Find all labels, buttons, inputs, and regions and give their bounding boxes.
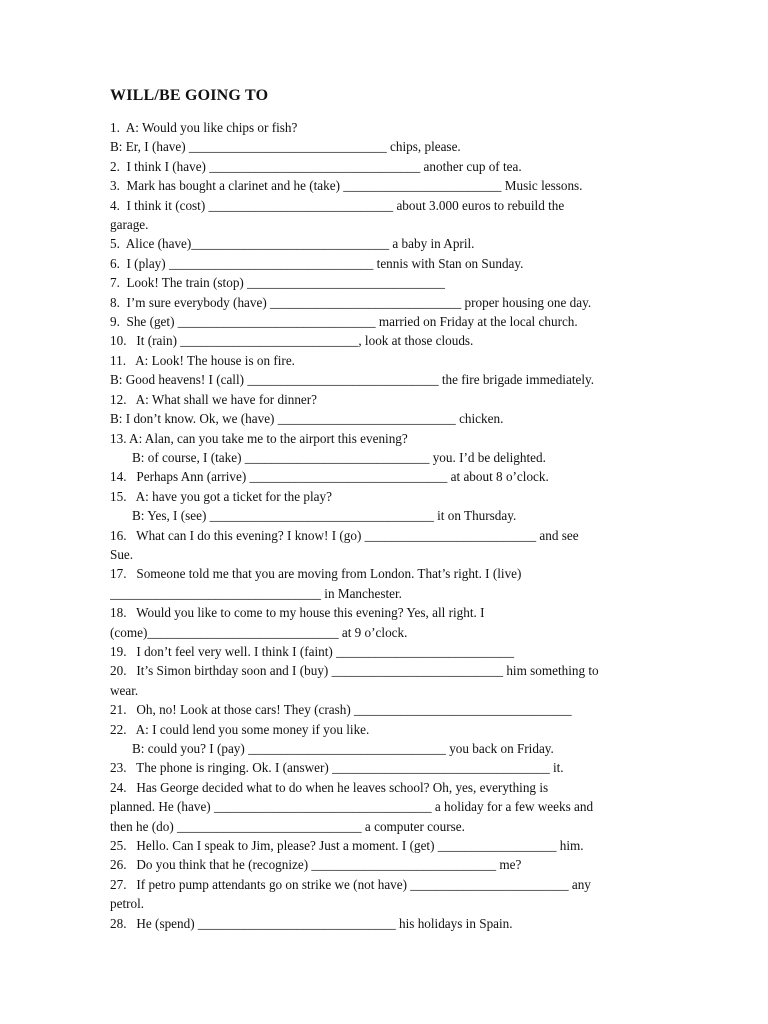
exercise-line: 20. It’s Simon birthday soon and I (buy) __________________________ him something to — [110, 663, 599, 679]
exercise-line: 24. Has George decided what to do when he leaves school? Oh, yes, everything is — [110, 779, 549, 795]
exercise-line: 21. Oh, no! Look at those cars! They (crash) _________________________________ — [110, 702, 572, 718]
exercise-line: 27. If petro pump attendants go on strike we (not have) ________________________ any — [110, 876, 591, 892]
exercise-line: 8. I’m sure everybody (have) _____________________________ proper housing one day. — [110, 294, 592, 310]
exercise-line: B: Er, I (have) ______________________________ chips, please. — [110, 139, 461, 155]
exercise-line: garage. — [110, 217, 149, 233]
exercise-line: 9. She (get) ______________________________ married on Friday at the local church. — [110, 314, 578, 330]
exercise-line: 1. A: Would you like chips or fish? — [110, 120, 298, 135]
exercise-line: B: could you? I (pay) ______________________________ you back on Friday. — [132, 741, 554, 756]
exercise-line: 7. Look! The train (stop) ______________________________ — [110, 275, 445, 291]
exercise-line: 12. A: What shall we have for dinner? — [110, 391, 318, 407]
exercise-line: 23. The phone is ringing. Ok. I (answer) _________________________________ it. — [110, 760, 564, 776]
exercise-line: ________________________________ in Manchester. — [110, 585, 402, 601]
exercise-line: planned. He (have) _________________________________ a holiday for a few weeks and — [110, 799, 594, 815]
exercise-line: 10. It (rain) ___________________________, look at those clouds. — [110, 333, 474, 349]
exercise-line: B: Good heavens! I (call) _____________________________ the fire brigade immediately. — [110, 372, 595, 388]
exercise-line: 3. Mark has bought a clarinet and he (take) ________________________ Music lessons. — [110, 178, 583, 194]
exercise-line: B: of course, I (take) ____________________________ you. I’d be delighted. — [132, 449, 546, 465]
exercise-line: wear. — [110, 682, 139, 698]
exercise-line: 14. Perhaps Ann (arrive) ______________________________ at about 8 o’clock. — [110, 469, 549, 485]
exercise-line: (come)_____________________________ at 9 o’clock. — [110, 624, 408, 640]
exercise-line: 15. A: have you got a ticket for the play? — [110, 488, 332, 504]
exercise-line: 11. A: Look! The house is on fire. — [110, 352, 295, 368]
exercise-line: 17. Someone told me that you are moving from London. That’s right. I (live) — [110, 566, 522, 582]
exercise-line: B: Yes, I (see) __________________________________ it on Thursday. — [132, 508, 517, 524]
worksheet-page — [110, 86, 662, 933]
exercise-line: Sue. — [110, 546, 134, 562]
exercise-line: 28. He (spend) ______________________________ his holidays in Spain. — [110, 915, 513, 931]
exercise-line: B: I don’t know. Ok, we (have) ___________________________ chicken. — [110, 411, 504, 427]
exercise-line: 19. I don’t feel very well. I think I (faint) ___________________________ — [110, 643, 515, 659]
exercise-line: 22. A: I could lend you some money if you like. — [110, 721, 370, 737]
exercise-line: 13. A: Alan, can you take me to the airport this evening? — [110, 430, 408, 446]
exercise-line: 18. Would you like to come to my house this evening? Yes, all right. I — [110, 605, 485, 621]
exercise-line: 2. I think I (have) ________________________________ another cup of tea. — [110, 158, 522, 174]
worksheet-title: WILL/BE GOING TO — [110, 87, 269, 104]
exercise-line: 4. I think it (cost) ____________________________ about 3.000 euros to rebuild the — [110, 197, 565, 213]
exercise-list — [110, 118, 662, 933]
exercise-line: 26. Do you think that he (recognize) ____________________________ me? — [110, 857, 522, 873]
exercise-line: then he (do) ____________________________ a computer course. — [110, 818, 465, 834]
exercise-line: 5. Alice (have)______________________________ a baby in April. — [110, 236, 475, 252]
exercise-line: 6. I (play) _______________________________ tennis with Stan on Sunday. — [110, 255, 524, 271]
exercise-line: 16. What can I do this evening? I know! I (go) __________________________ and see — [110, 527, 579, 543]
exercise-line: 25. Hello. Can I speak to Jim, please? Just a moment. I (get) __________________ him. — [110, 838, 584, 854]
exercise-line: petrol. — [110, 896, 145, 912]
